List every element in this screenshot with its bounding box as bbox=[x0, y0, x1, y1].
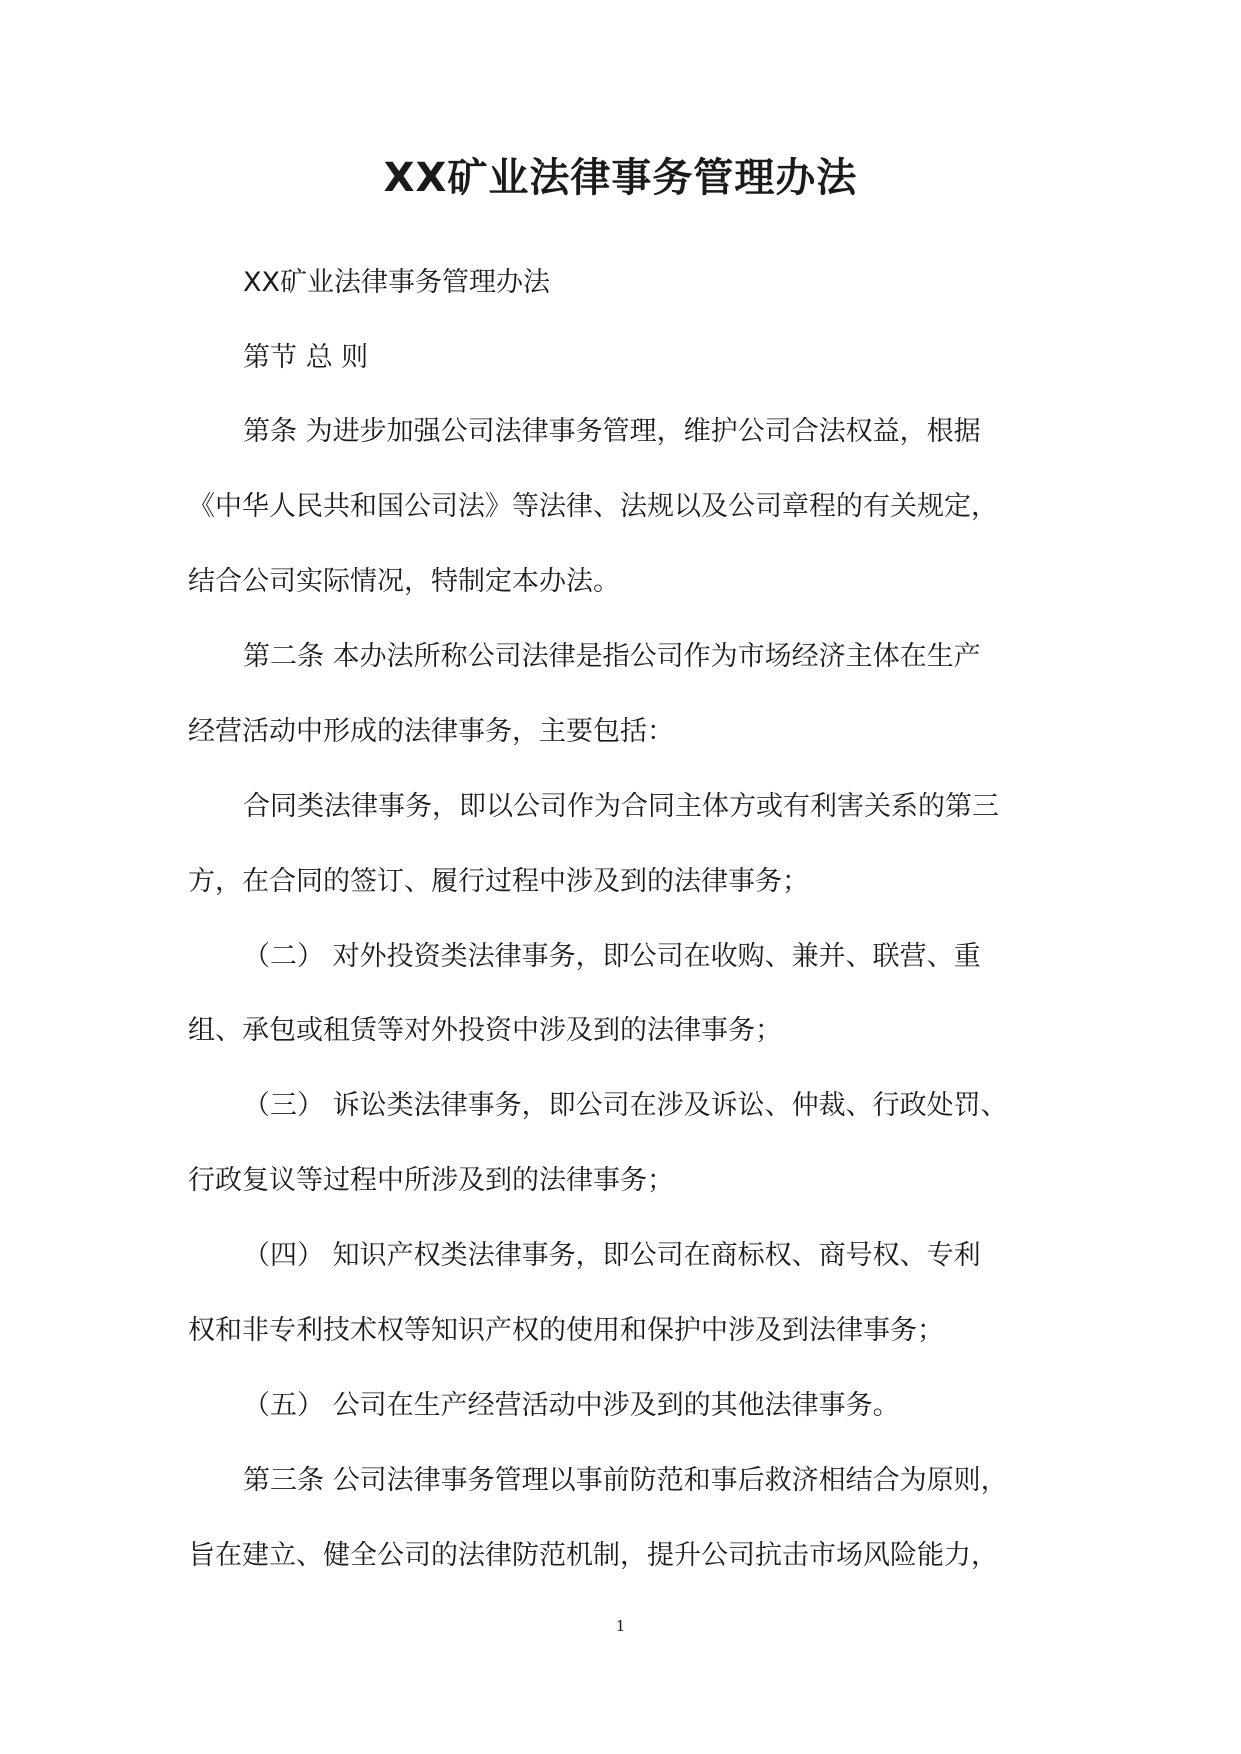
paragraph-line: 组、承包或租赁等对外投资中涉及到的法律事务； bbox=[188, 1015, 782, 1046]
paragraph-line: 第条 为进步加强公司法律事务管理，维护公司合法权益，根据 bbox=[243, 416, 981, 447]
paragraph-line: 方，在合同的签订、履行过程中涉及到的法律事务； bbox=[188, 866, 809, 897]
document-subtitle: XX矿业法律事务管理办法 bbox=[243, 267, 550, 298]
paragraph-line: 行政复议等过程中所涉及到的法律事务； bbox=[188, 1165, 674, 1196]
paragraph-line: 权和非专利技术权等知识产权的使用和保护中涉及到法律事务； bbox=[188, 1315, 944, 1346]
paragraph-line: （三） 诉讼类法律事务，即公司在涉及诉讼、仲裁、行政处罚、 bbox=[243, 1090, 1008, 1121]
paragraph-line: 《中华人民共和国公司法》等法律、法规以及公司章程的有关规定， bbox=[188, 491, 998, 522]
paragraph-line: 第二条 本办法所称公司法律是指公司作为市场经济主体在生产 bbox=[243, 641, 981, 672]
paragraph-line: （四） 知识产权类法律事务，即公司在商标权、商号权、专利 bbox=[243, 1240, 981, 1271]
paragraph-line: 第三条 公司法律事务管理以事前防范和事后救济相结合为原则， bbox=[243, 1465, 1008, 1496]
paragraph-line: （五） 公司在生产经营活动中涉及到的其他法律事务。 bbox=[243, 1390, 900, 1421]
paragraph-line: 合同类法律事务，即以公司作为合同主体方或有利害关系的第三 bbox=[243, 791, 999, 822]
section-heading: 第节 总 则 bbox=[243, 342, 369, 373]
paragraph-line: 旨在建立、健全公司的法律防范机制，提升公司抗击市场风险能力， bbox=[188, 1540, 998, 1571]
document-title: XX矿业法律事务管理办法 bbox=[383, 155, 858, 201]
page-number: 1 bbox=[615, 1617, 626, 1635]
paragraph-line: 结合公司实际情况，特制定本办法。 bbox=[188, 566, 620, 597]
paragraph-line: （二） 对外投资类法律事务，即公司在收购、兼并、联营、重 bbox=[243, 941, 981, 972]
paragraph-line: 经营活动中形成的法律事务，主要包括： bbox=[188, 716, 674, 747]
